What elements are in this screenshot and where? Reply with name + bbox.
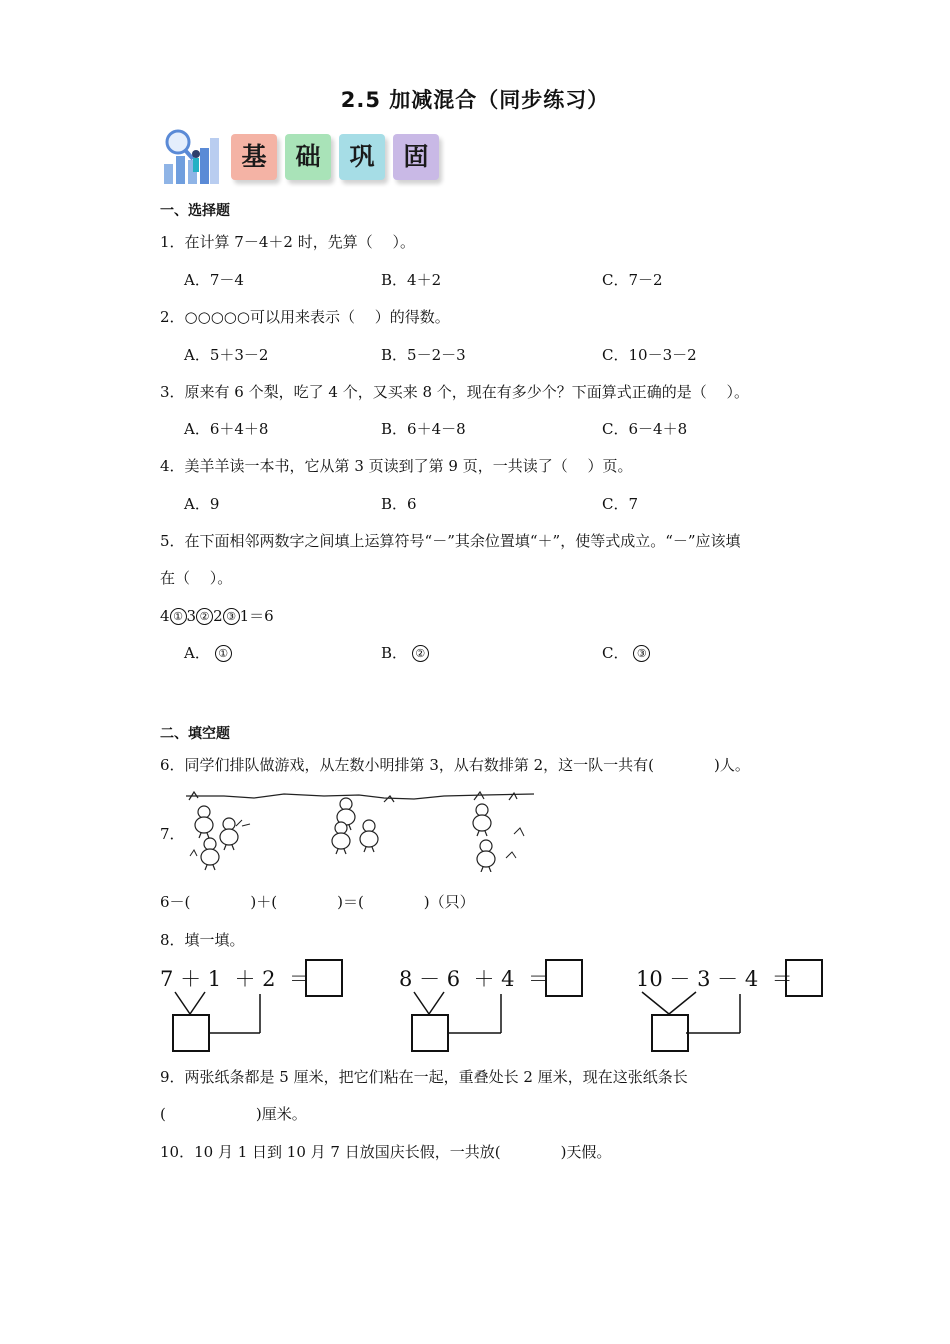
answer-box[interactable]	[411, 1014, 449, 1052]
question-5-line1: 5．在下面相邻两数字之间填上运算符号“－”其余位置填“＋”，使等式成立。“－”应该填	[160, 532, 741, 550]
banner-tile-gu: 固	[393, 134, 439, 180]
q3-option-a: A．6＋4＋8	[184, 420, 269, 438]
chick	[360, 820, 378, 852]
q2-option-b: B．5－2－3	[381, 346, 466, 364]
answer-box[interactable]	[651, 1014, 689, 1052]
question-2: 2．○○○○○可以用来表示（ ）的得数。	[160, 308, 450, 326]
question-6: 6．同学们排队做游戏，从左数小明排第 3，从右数排第 2，这一队一共有( )人。	[160, 756, 750, 774]
q3-option-b: B．6＋4－8	[381, 420, 466, 438]
q4-option-b: B．6	[381, 495, 417, 513]
circle-3: ③	[223, 608, 240, 625]
banner-tile-chu: 础	[285, 134, 331, 180]
question-8-label: 8．填一填。	[160, 931, 245, 949]
question-9-line1: 9．两张纸条都是 5 厘米，把它们粘在一起，重叠处长 2 厘米，现在这张纸条长	[160, 1068, 688, 1086]
q2-option-a: A．5＋3－2	[184, 346, 269, 364]
q5-option-c: C． ③	[602, 642, 650, 663]
page-title: 2.5 加减混合（同步练习）	[340, 88, 610, 112]
q4-option-a: A．9	[184, 495, 220, 513]
answer-box[interactable]	[305, 959, 343, 997]
question-7-label: 7．	[160, 825, 185, 843]
circle-1: ①	[170, 608, 187, 625]
q1-option-a: A．7－4	[184, 271, 244, 289]
banner-tile-ji: 基	[231, 134, 277, 180]
question-9-line2: ( )厘米。	[160, 1105, 307, 1123]
question-1: 1．在计算 7－4＋2 时，先算（ ）。	[160, 233, 415, 251]
section-choice-heading: 一、选择题	[160, 203, 230, 219]
answer-box[interactable]	[545, 959, 583, 997]
question-10: 10．10 月 1 日到 10 月 7 日放国庆长假，一共放( )天假。	[160, 1143, 612, 1161]
chick	[201, 838, 219, 870]
chick	[220, 818, 238, 850]
answer-box[interactable]	[172, 1014, 210, 1052]
magnifier-chart-icon	[160, 128, 222, 188]
q5-option-b: B． ②	[381, 642, 429, 663]
q1-option-b: B．4＋2	[381, 271, 442, 289]
chick	[195, 806, 213, 838]
circle-2: ②	[196, 608, 213, 625]
q3-option-c: C．6－4＋8	[602, 420, 688, 438]
q4-option-c: C．7	[602, 495, 639, 513]
question-5-line2: 在（ ）。	[160, 569, 233, 587]
q5-expression: 4 ① 3 ② 2 ③ 1＝6	[160, 607, 274, 625]
q5-option-a: A． ①	[184, 642, 232, 663]
chick	[477, 840, 495, 872]
section-fill-heading: 二、填空题	[160, 726, 230, 742]
question-3: 3．原来有 6 个梨，吃了 4 个，又买来 8 个，现在有多少个？下面算式正确的是（ ）。	[160, 383, 750, 401]
question-4: 4．美羊羊读一本书，它从第 3 页读到了第 9 页，一共读了（ ）页。	[160, 457, 633, 475]
q1-option-c: C．7－2	[602, 271, 663, 289]
chick	[473, 804, 491, 836]
answer-box[interactable]	[785, 959, 823, 997]
chick	[332, 822, 350, 854]
banner-tile-gong: 巩	[339, 134, 385, 180]
q7-equation: 6－( )＋( )＝( )（只）	[160, 893, 475, 911]
chicks-illustration	[184, 786, 539, 872]
q2-option-c: C．10－3－2	[602, 346, 697, 364]
